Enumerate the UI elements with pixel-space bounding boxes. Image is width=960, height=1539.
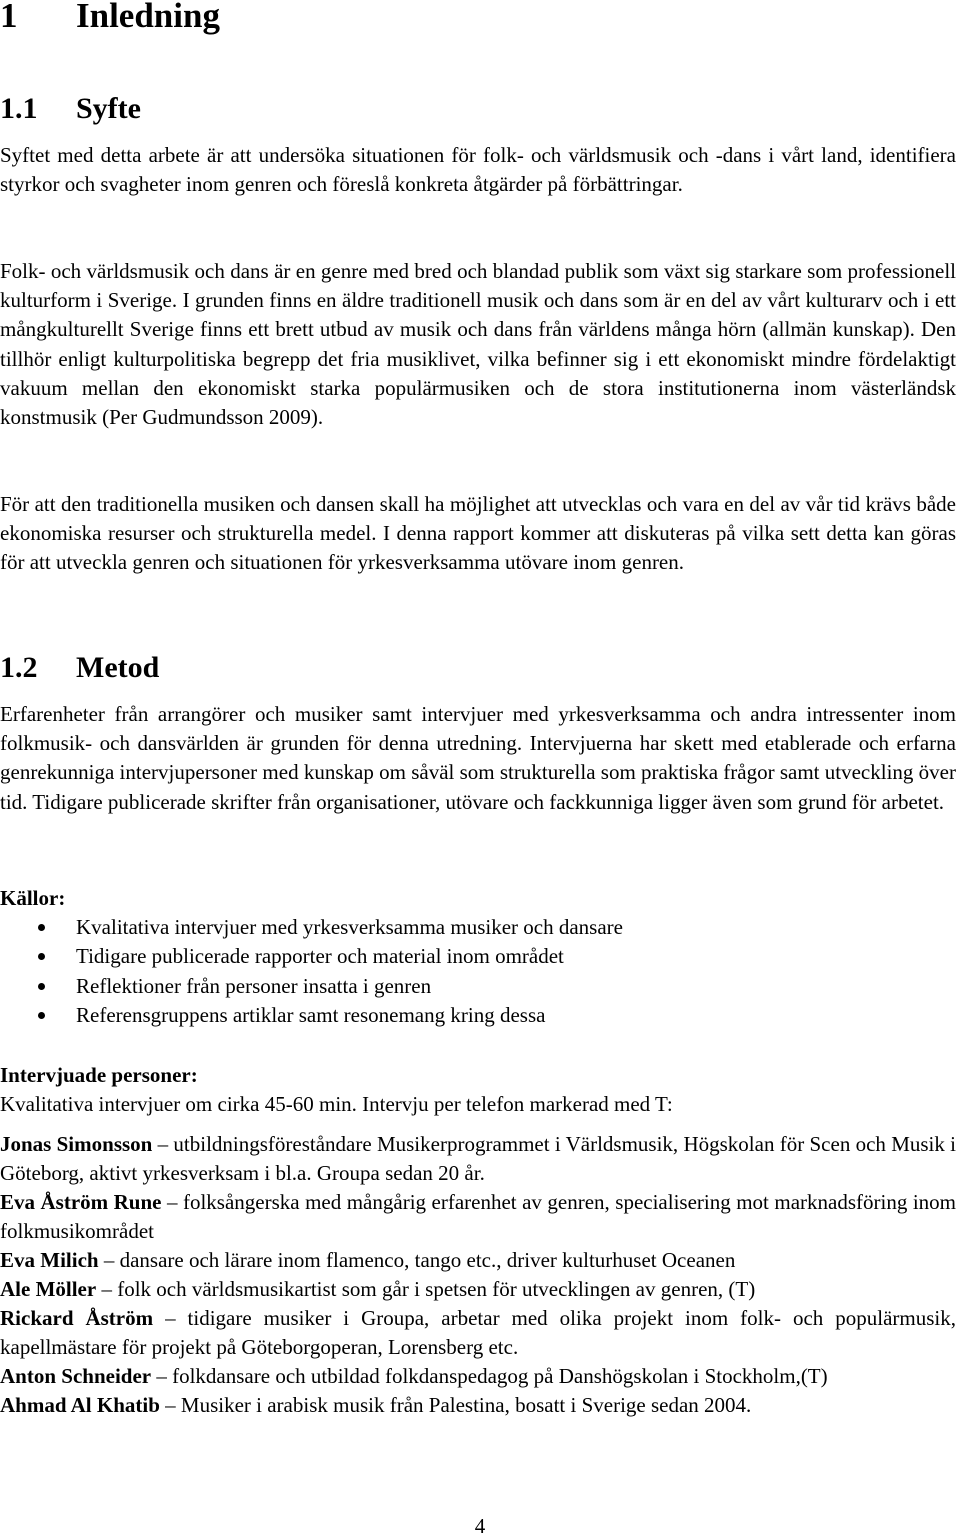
section-title: Syfte: [76, 92, 141, 125]
interviewee-list: [0, 1130, 956, 1420]
list-item: Reflektioner från personer insatta i genren: [0, 972, 623, 1001]
bullet-icon: [38, 924, 45, 931]
interviewee-entry: [0, 1304, 956, 1362]
bullet-icon: [38, 1012, 45, 1019]
chapter-number: 1: [0, 0, 18, 35]
interviewee-entry: [0, 1246, 956, 1275]
interviewee-entry: [0, 1391, 956, 1420]
list-item: Tidigare publicerade rapporter och material inom området: [0, 942, 623, 971]
metod-paragraph: Erfarenheter från arrangörer och musiker samt intervjuer med yrkesverksamma och andra intressenter inom folkmusik- och dansvärlden är grunden för denna utredning. Intervjuerna har skett med etablerade och erfarna genrekunniga intervjupersoner med kunskap om såväl som strukturella som praktiska frågor samt utveckling över tid. Tidigare publicerade skrifter från organisationer, utövare och fackkunniga ligger även som grund för arbetet.: [0, 702, 956, 814]
interviewee-entry: [0, 1275, 956, 1304]
interviewee-entry: [0, 1362, 956, 1391]
list-item: Referensgruppens artiklar samt resonemang kring dessa: [0, 1001, 623, 1030]
interviewee-name: Rickard Åström: [0, 1306, 154, 1330]
interviewee-entry: [0, 1188, 956, 1246]
interviewee-description: – folk och världsmusikartist som går i spetsen för utvecklingen av genren, (T): [96, 1277, 756, 1301]
section-title: Metod: [76, 651, 160, 684]
chapter-title: Inledning: [76, 0, 220, 35]
interviewee-description: – folkdansare och utbildad folkdanspedagog på Danshögskolan i Stockholm,(T): [151, 1364, 828, 1388]
syfte-paragraph-2: Folk- och världsmusik och dans är en genre med bred och blandad publik som växt sig starkare som professionell kulturform i Sverige. I grunden finns en äldre traditionell musik och dans som är en del av vårt kulturarv och i ett mångkulturellt Sverige finns ett brett utbud av musik och dans från världens många hörn (allmän kunskap). Den tillhör enligt kulturpolitiska begrepp det fria musiklivet, vilka befinner sig i ett ekonomiskt mindre fördelaktigt vakuum mellan den ekonomiskt starka populärmusiken och de stora institutionerna inom västerländsk konstmusik (Per Gudmundsson 2009).: [0, 259, 956, 430]
interviewee-name: Eva Åström Rune: [0, 1190, 162, 1214]
interviewee-name: Jonas Simonsson: [0, 1132, 153, 1156]
syfte-paragraph-1: Syftet med detta arbete är att undersöka situationen för folk- och världsmusik och -dans i vårt land, identifiera styrkor och svagheter inom genren och föreslå konkreta åtgärder på förbättringar.: [0, 143, 956, 197]
sources-label: Källor:: [0, 886, 66, 910]
interviewee-description: – utbildningsföreståndare Musikerprogrammet i Världsmusik, Högskolan för Scen och Musik i Göteborg, aktivt yrkesverksam i bl.a. Groupa sedan 20 år.: [0, 1132, 956, 1185]
interviewee-name: Ale Möller: [0, 1277, 97, 1301]
list-item: Kvalitativa intervjuer med yrkesverksamma musiker och dansare: [0, 913, 623, 942]
interviewee-name: Ahmad Al Khatib: [0, 1393, 160, 1417]
interviewee-description: – folksångerska med mångårig erfarenhet av genren, specialisering mot marknadsföring inom folkmusikområdet: [0, 1190, 957, 1243]
interviewee-name: Anton Schneider: [0, 1364, 152, 1388]
interviewees-intro: Kvalitativa intervjuer om cirka 45-60 min. Intervju per telefon markerad med T:: [0, 1092, 673, 1116]
syfte-paragraph-3: För att den traditionella musiken och dansen skall ha möjlighet att utvecklas och vara en del av vår tid krävs både ekonomiska resurser och strukturella medel. I denna rapport kommer att diskuteras på vilka sett detta kan göras för att utveckla genren och situationen för yrkesverksamma utövare inom genren.: [0, 492, 956, 575]
interviewee-entry: [0, 1130, 956, 1188]
bullet-icon: [38, 983, 45, 990]
chapter-heading: [0, 0, 220, 40]
section-number: 1.2: [0, 651, 38, 684]
interviewee-description: – Musiker i arabisk musik från Palestina, bosatt i Sverige sedan 2004.: [159, 1393, 752, 1417]
interviewee-description: – tidigare musiker i Groupa, arbetar med olika projekt inom folk- och populärmusik, kapellmästare för projekt på Göteborgoperan, Lorensberg etc.: [0, 1306, 956, 1359]
interviewee-description: – dansare och lärare inom flamenco, tango etc., driver kulturhuset Oceanen: [98, 1248, 736, 1272]
page-number: 4: [474, 1514, 486, 1538]
section-number: 1.1: [0, 92, 38, 125]
interviewee-name: Eva Milich: [0, 1248, 99, 1272]
sources-list: [0, 913, 623, 1030]
section-heading-syfte: [0, 89, 141, 129]
bullet-icon: [38, 953, 45, 960]
section-heading-metod: [0, 648, 159, 688]
interviewees-label: Intervjuade personer:: [0, 1063, 198, 1087]
